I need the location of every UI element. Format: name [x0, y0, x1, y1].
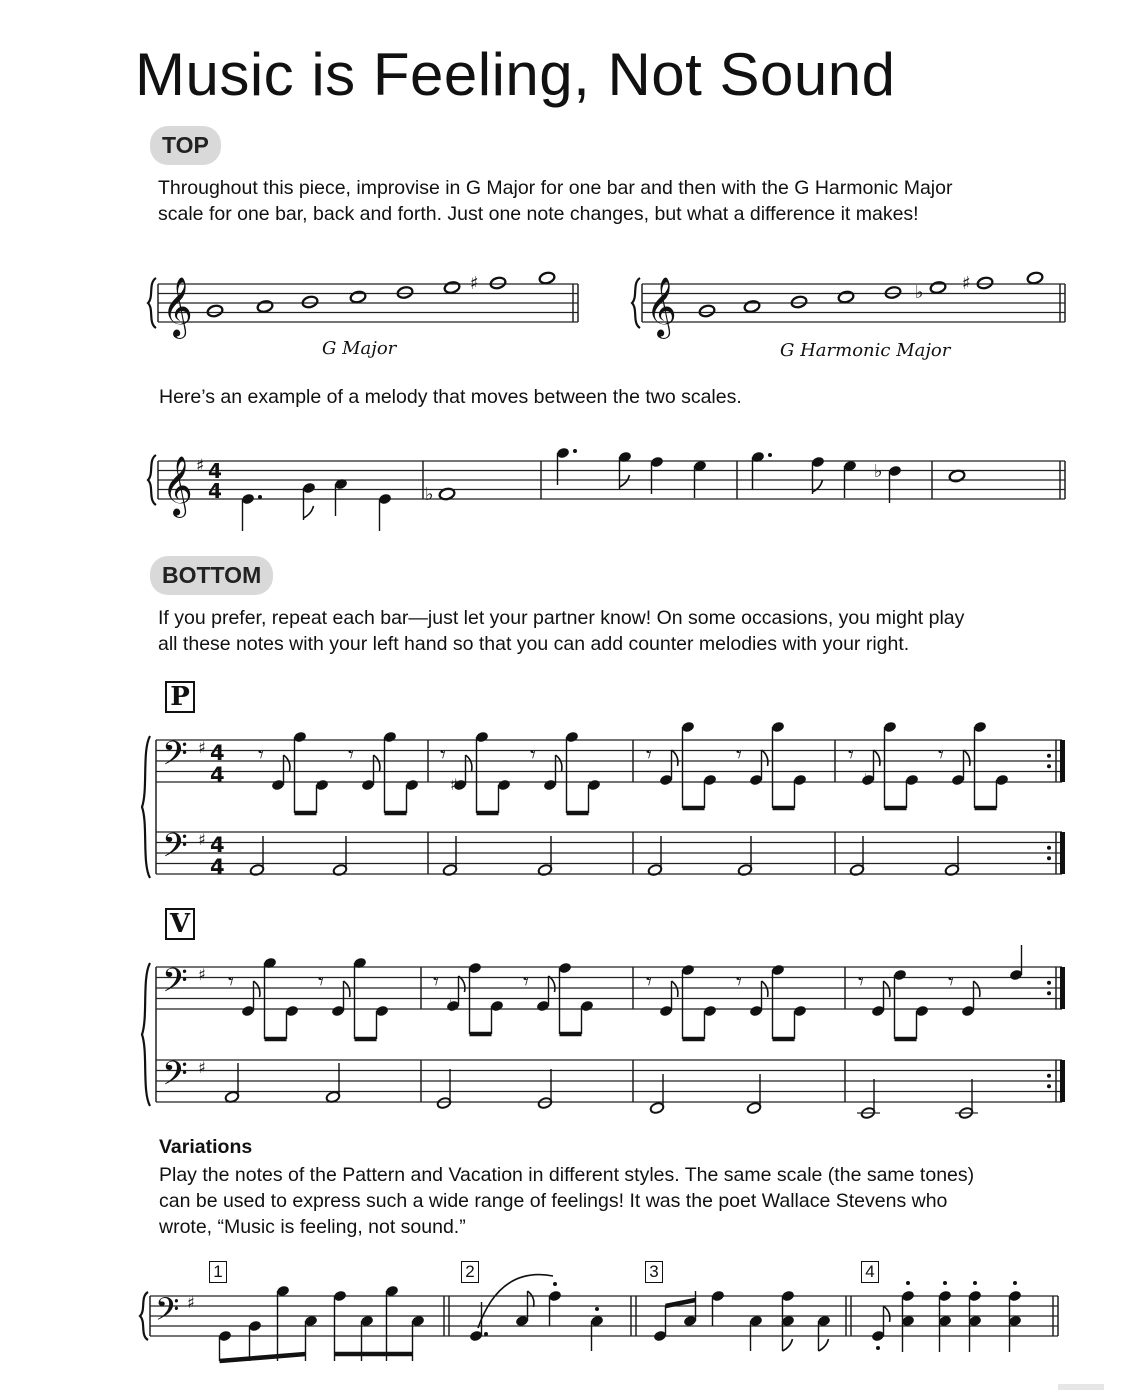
pattern-marker: P: [165, 681, 195, 713]
repeat-dot: [1047, 981, 1051, 985]
note-beam: [220, 1354, 306, 1361]
key-sharp-icon: ♯: [198, 738, 206, 757]
eighth-rest-icon: 𝄾: [523, 970, 529, 995]
eighth-rest-icon: 𝄾: [318, 970, 324, 995]
flat-icon: ♭: [915, 282, 924, 303]
bottom-intro-line: If you prefer, repeat each bar—just let your partner know! On some occasions, you might play: [158, 607, 965, 629]
staccato-dot: [876, 1346, 880, 1350]
flag: [549, 976, 555, 992]
bottom-label: BOTTOM: [150, 556, 273, 595]
flag: [783, 1339, 793, 1351]
staccato-dot: [943, 1281, 947, 1285]
eighth-rest-icon: 𝄾: [348, 743, 354, 768]
bass-clef-icon: 𝄢: [162, 962, 188, 1008]
final-barline-thick: [1060, 832, 1065, 874]
repeat-dot: [1047, 991, 1051, 995]
eighth-rest-icon: 𝄾: [736, 970, 742, 995]
staccato-dot: [595, 1307, 599, 1311]
staff-brace: [148, 278, 156, 328]
dot: [768, 453, 772, 457]
eighth-rest-icon: 𝄾: [948, 970, 954, 995]
flag: [884, 1306, 890, 1322]
flag: [459, 976, 465, 992]
bass-clef-icon: 𝄢: [162, 827, 188, 873]
eighth-rest-icon: 𝄾: [646, 743, 652, 768]
scale-label-g-major: G Major: [322, 338, 397, 359]
page-title: Music is Feeling, Not Sound: [135, 41, 896, 108]
flag: [884, 981, 890, 997]
flag: [819, 1339, 829, 1351]
eighth-rest-icon: 𝄾: [736, 743, 742, 768]
time-signature-bottom: 4: [208, 479, 222, 503]
whole-note: [206, 304, 223, 318]
flag: [556, 755, 562, 771]
final-barline-thick: [1060, 967, 1065, 1009]
key-sharp-icon: ♯: [198, 965, 206, 984]
key-sharp-icon: ♯: [187, 1293, 195, 1312]
flag: [974, 981, 980, 997]
flat-icon: ♭: [449, 996, 457, 1015]
treble-clef-icon: 𝄞: [162, 456, 193, 516]
example-text: Here’s an example of a melody that moves between the two scales.: [159, 386, 742, 408]
dot: [258, 495, 262, 499]
staff-brace: [142, 963, 150, 1106]
flag: [528, 1291, 534, 1307]
staccato-dot: [1013, 1281, 1017, 1285]
final-barline-thick: [1060, 740, 1065, 782]
flag: [762, 750, 768, 766]
eighth-rest-icon: 𝄾: [858, 970, 864, 995]
whole-note: [538, 271, 555, 285]
whole-note: [743, 300, 760, 314]
eighth-rest-icon: 𝄾: [938, 743, 944, 768]
flag: [620, 475, 630, 487]
staff-brace: [148, 455, 156, 505]
scale-label-g-harmonic-major: G Harmonic Major: [780, 340, 951, 361]
key-sharp-icon: ♯: [198, 830, 206, 849]
flag: [344, 981, 350, 997]
whole-note: [489, 276, 506, 290]
variation-marker-4: 4: [861, 1261, 879, 1283]
bottom-intro-line: all these notes with your left hand so that you can add counter melodies with your right.: [158, 633, 910, 655]
whole-note: [698, 304, 715, 318]
time-signature-bottom: 4: [210, 763, 225, 787]
eighth-rest-icon: 𝄾: [433, 970, 439, 995]
key-sharp-icon: ♯: [196, 456, 205, 476]
eighth-rest-icon: 𝄾: [258, 743, 264, 768]
flag: [964, 750, 970, 766]
time-signature-top: 4: [210, 833, 225, 857]
variation-marker-1: 1: [209, 1261, 227, 1283]
flag: [374, 755, 380, 771]
whole-note: [884, 286, 901, 300]
flag: [813, 480, 823, 492]
whole-note: [948, 469, 965, 483]
whole-note: [1026, 271, 1043, 285]
repeat-dot: [1047, 1084, 1051, 1088]
vacation-marker: V: [165, 908, 195, 940]
bass-clef-icon: 𝄢: [155, 1291, 180, 1335]
time-signature-bottom: 4: [210, 855, 225, 879]
dot: [484, 1332, 488, 1336]
eighth-rest-icon: 𝄾: [646, 970, 652, 995]
bass-clef-icon: 𝄢: [162, 1055, 188, 1101]
repeat-dot: [1047, 764, 1051, 768]
variation-marker-3: 3: [645, 1261, 663, 1283]
flag: [284, 755, 290, 771]
bass-clef-icon: 𝄢: [162, 735, 188, 781]
staff-brace: [632, 278, 640, 328]
flag: [672, 750, 678, 766]
eighth-rest-icon: 𝄾: [530, 743, 536, 768]
time-signature-top: 4: [210, 741, 225, 765]
top-intro-line: Throughout this piece, improvise in G Major for one bar and then with the G Harmonic Major: [158, 177, 953, 199]
slur: [478, 1275, 553, 1328]
repeat-dot: [1047, 856, 1051, 860]
whole-note: [837, 290, 854, 304]
dot: [573, 449, 577, 453]
whole-note: [976, 276, 993, 290]
flag: [672, 981, 678, 997]
whole-note: [443, 281, 460, 295]
variations-line: can be used to express such a wide range of feelings! It was the poet Wallace Stevens who: [159, 1190, 948, 1212]
final-barline-thick: [1060, 1060, 1065, 1102]
whole-note: [256, 300, 273, 314]
eighth-rest-icon: 𝄾: [228, 970, 234, 995]
sharp-icon: ♯: [450, 775, 458, 794]
staccato-dot: [906, 1281, 910, 1285]
sharp-icon: ♯: [470, 273, 479, 294]
sharp-icon: ♯: [962, 273, 971, 294]
staccato-dot: [973, 1281, 977, 1285]
whole-note: [929, 281, 946, 295]
flag: [874, 750, 880, 766]
staccato-dot: [553, 1282, 557, 1286]
treble-clef-icon: 𝄞: [162, 277, 193, 337]
flag: [466, 755, 472, 771]
variations-heading: Variations: [159, 1136, 253, 1158]
time-signature-top: 4: [208, 459, 222, 483]
eighth-rest-icon: 𝄾: [848, 743, 854, 768]
repeat-dot: [1047, 1074, 1051, 1078]
staff-brace: [140, 1292, 148, 1340]
whole-note: [396, 286, 413, 300]
flat-icon: ♭: [874, 461, 883, 482]
flag: [254, 981, 260, 997]
flag: [762, 981, 768, 997]
note-beam: [666, 1300, 696, 1306]
variations-line: Play the notes of the Pattern and Vacation in different styles. The same scale (the same tones): [159, 1164, 975, 1186]
treble-clef-icon: 𝄞: [646, 277, 677, 337]
flag: [304, 506, 314, 518]
repeat-dot: [1047, 846, 1051, 850]
whole-note: [790, 295, 807, 309]
staff-brace: [142, 736, 150, 878]
top-intro-line: scale for one bar, back and forth. Just one note changes, but what a difference it makes!: [158, 203, 919, 225]
top-label: TOP: [150, 126, 221, 165]
variations-line: wrote, “Music is feeling, not sound.”: [159, 1216, 466, 1238]
eighth-rest-icon: 𝄾: [440, 743, 446, 768]
variation-marker-2: 2: [461, 1261, 479, 1283]
key-sharp-icon: ♯: [198, 1058, 206, 1077]
whole-note: [349, 290, 366, 304]
flat-icon: ♭: [425, 484, 434, 505]
flat-icon: ♭: [864, 770, 872, 789]
repeat-dot: [1047, 754, 1051, 758]
whole-note: [301, 295, 318, 309]
